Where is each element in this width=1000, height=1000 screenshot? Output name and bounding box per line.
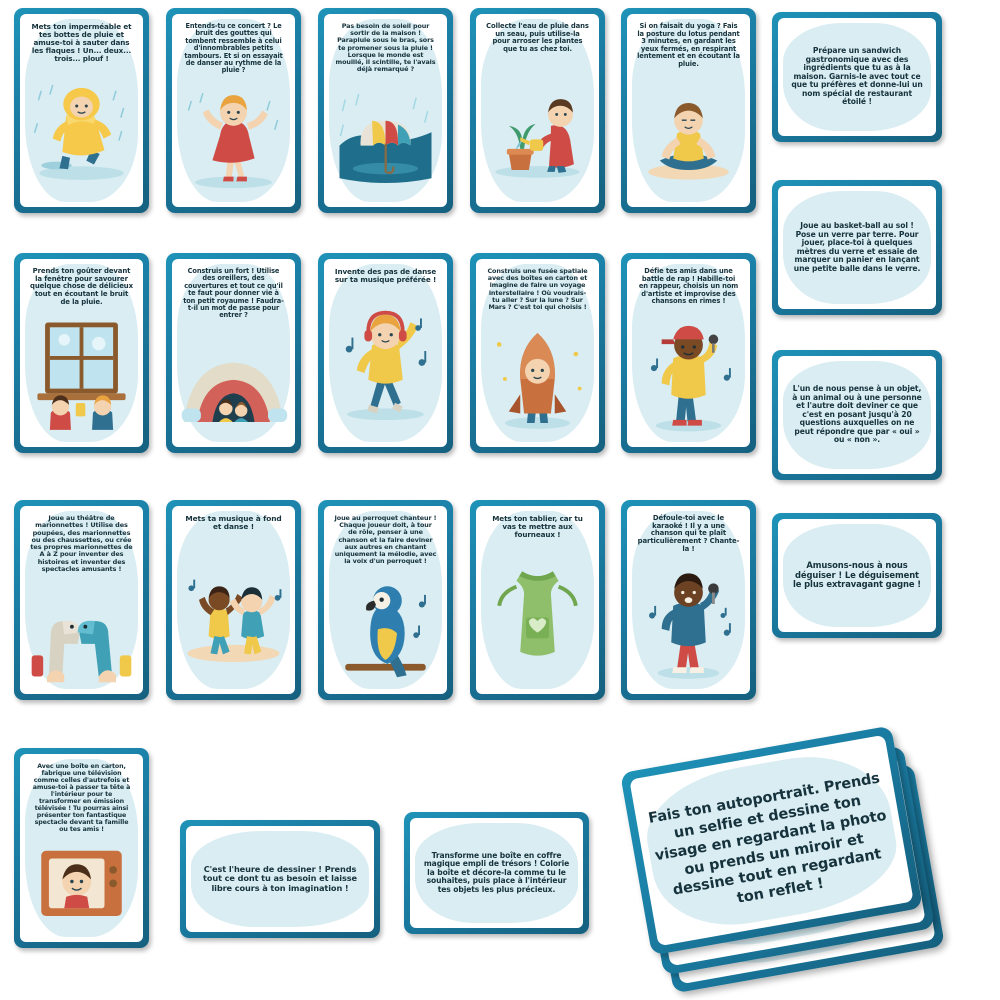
card-rap[interactable]: [621, 253, 756, 453]
card-text: Invente des pas de danse sur ta musique préférée !: [334, 267, 437, 285]
card-eau-de-pluie[interactable]: [470, 8, 605, 213]
card-gouter-fenetre[interactable]: [14, 253, 149, 453]
card-art-children-window-snack: [24, 309, 139, 443]
card-art-blue-yellow-parrot: [328, 567, 443, 690]
card-fusee[interactable]: [470, 253, 605, 453]
card-television-carton[interactable]: [14, 748, 149, 948]
card-text: Mets ton tablier, car tu vas te mettre aux fourneaux !: [492, 514, 583, 540]
card-text: Joue au basket-ball au sol ! Pose un verre par terre. Pour jouer, place-toi à quelques mètres du verre et essaie de marquer un panier en lançant une petite balle dans le verre.: [793, 221, 921, 273]
card-art-child-lotus-yoga: [631, 70, 746, 203]
deck-top-card-text: Fais ton autoportrait. Prends un selfie et dessine ton visage en regardant la photo ou prends un miroir et dessine tout en regardant ton reflet !: [647, 770, 888, 907]
card-musique-fond[interactable]: [166, 500, 301, 700]
card-art-umbrella-rain-puddle: [328, 75, 443, 203]
card-text: Prépare un sandwich gastronomique avec des ingrédients que tu as à la maison. Garnis-le avec tout ce que tu préfères et donne-lui un nom spécial de restaurant étoilé !: [791, 46, 923, 107]
card-art-child-yellow-raincoat-puddle: [24, 65, 139, 203]
card-text: Mets ton imperméable et tes bottes de pluie et amuse-toi à sauter dans les flaques ! Un... deux... trois... plouf !: [31, 22, 132, 64]
card-concert-pluie[interactable]: [166, 8, 301, 213]
card-karaoke[interactable]: [621, 500, 756, 700]
card-art-child-watering-plant: [480, 55, 595, 203]
card-deguisement[interactable]: [772, 513, 942, 638]
card-theatre-marionnettes[interactable]: [14, 500, 149, 700]
card-text: Collecte l'eau de pluie dans un seau, puis utilise-la pour arroser les plantes que tu as chez toi.: [486, 22, 589, 53]
card-text: Si on faisait du yoga ? Fais la posture du lotus pendant 3 minutes, en gardant les yeux fermés, en respirant lentement et en écoutant la pluie.: [637, 22, 740, 68]
card-20-questions[interactable]: [772, 350, 942, 480]
card-art-kids-pillow-fort: [176, 322, 291, 443]
card-text: Prends ton goûter devant la fenêtre pour savourer quelque chose de délicieux tout en écoutant le bruit de la pluie.: [30, 267, 133, 306]
card-text: Pas besoin de soleil pour sortir de la maison ! Parapluie sous le bras, sors te promener sous la pluie ! Lorsque le monde est mouillé, il scintille, te l'avais déjà remarqué ?: [335, 22, 436, 74]
card-art-child-cardboard-rocket: [480, 313, 595, 443]
card-art-girl-headphones-dancing: [328, 286, 443, 443]
card-coffre-tresors[interactable]: [404, 812, 589, 934]
card-text: Avec une boîte en carton, fabrique une télévision comme celles d'autrefois et amuse-toi à passer ta tête à l'intérieur pour te transformer en émission télévisée ! Tu pourras ainsi présenter ton fantastique spectacle devant ta famille ou tes amis !: [32, 763, 131, 834]
card-art-boy-singing-karaoke: [631, 556, 746, 690]
card-fort[interactable]: [166, 253, 301, 453]
card-dessiner[interactable]: [180, 820, 380, 938]
card-tablier[interactable]: [470, 500, 605, 700]
card-perroquet[interactable]: [318, 500, 453, 700]
card-art-sock-puppets-hands: [24, 575, 139, 690]
card-impermeable[interactable]: [14, 8, 149, 213]
card-text: Amusons-nous à nous déguiser ! Le déguisement le plus extravagant gagne !: [792, 560, 922, 590]
card-pas-de-danse[interactable]: [318, 253, 453, 453]
card-text: Construis une fusée spatiale avec des boîtes en carton et imagine de faire un voyage interstellaire ! Où voudrais-tu aller ? Sur la lune ? Sur Mars ? C'est toi qui choisis !: [487, 267, 588, 311]
card-text: Transforme une boîte en coffre magique empli de trésors ! Colorie la boîte et décore-la comme tu le souhaites, puis place à l'intérieur tes objets les plus précieux.: [423, 850, 570, 894]
card-deck[interactable]: [612, 690, 942, 980]
card-text: C'est l'heure de dessiner ! Prends tout ce dont tu as besoin et laisse libre cours à ton imagination !: [203, 864, 357, 893]
card-art-boy-rapper-microphone: [631, 308, 746, 444]
card-parapluie[interactable]: [318, 8, 453, 213]
card-text: Entends-tu ce concert ? Le bruit des gouttes qui tombent ressemble à celui d'innombrables petits tambours. Et si on essayait de danser au rythme de la pluie ?: [184, 22, 283, 75]
card-text: Défoule-toi avec le karaoké ! Il y a une chanson qui te plaît particulièrement ? Chante-la !: [637, 514, 740, 553]
card-sandwich[interactable]: [772, 12, 942, 142]
card-text: Joue au théâtre de marionnettes ! Utilise des poupées, des marionnettes ou des chaussettes, ou crée tes propres marionnettes de A à Z pour inventer des histoires et inventer des spectacles amusants !: [30, 514, 133, 573]
card-basket-sol[interactable]: [772, 180, 942, 315]
card-art-girl-red-dress-dancing: [176, 77, 291, 203]
card-text: Joue au perroquet chanteur ! Chaque joueur doit, à tour de rôle, penser à une chanson et la faire deviner aux autres en chantant uniquement la mélodie, avec la voix d'un perroquet !: [334, 514, 437, 566]
card-art-two-kids-dancing: [176, 534, 291, 690]
card-text: Défie tes amis dans une battle de rap ! Habille-toi en rappeur, choisis un nom d'artiste et improvise des chansons en rimes !: [638, 267, 739, 305]
card-yoga[interactable]: [621, 8, 756, 213]
card-text: Construis un fort ! Utilise des oreillers, des couvertures et tout ce qu'il te faut pour donner vie à ton petit royaume ! Faudra-t-il un mot de passe pour entrer ?: [183, 267, 284, 320]
card-art-boy-cardboard-tv: [24, 835, 139, 938]
card-text: L'un de nous pense à un objet, à un animal ou à une personne et l'autre doit deviner ce que c'est en posant jusqu'à 20 questions auxquelles on ne peut répondre que par « oui » ou « non ».: [792, 384, 922, 445]
card-text: Mets ta musique à fond et danse !: [185, 514, 282, 532]
card-art-green-apron: [480, 541, 595, 690]
